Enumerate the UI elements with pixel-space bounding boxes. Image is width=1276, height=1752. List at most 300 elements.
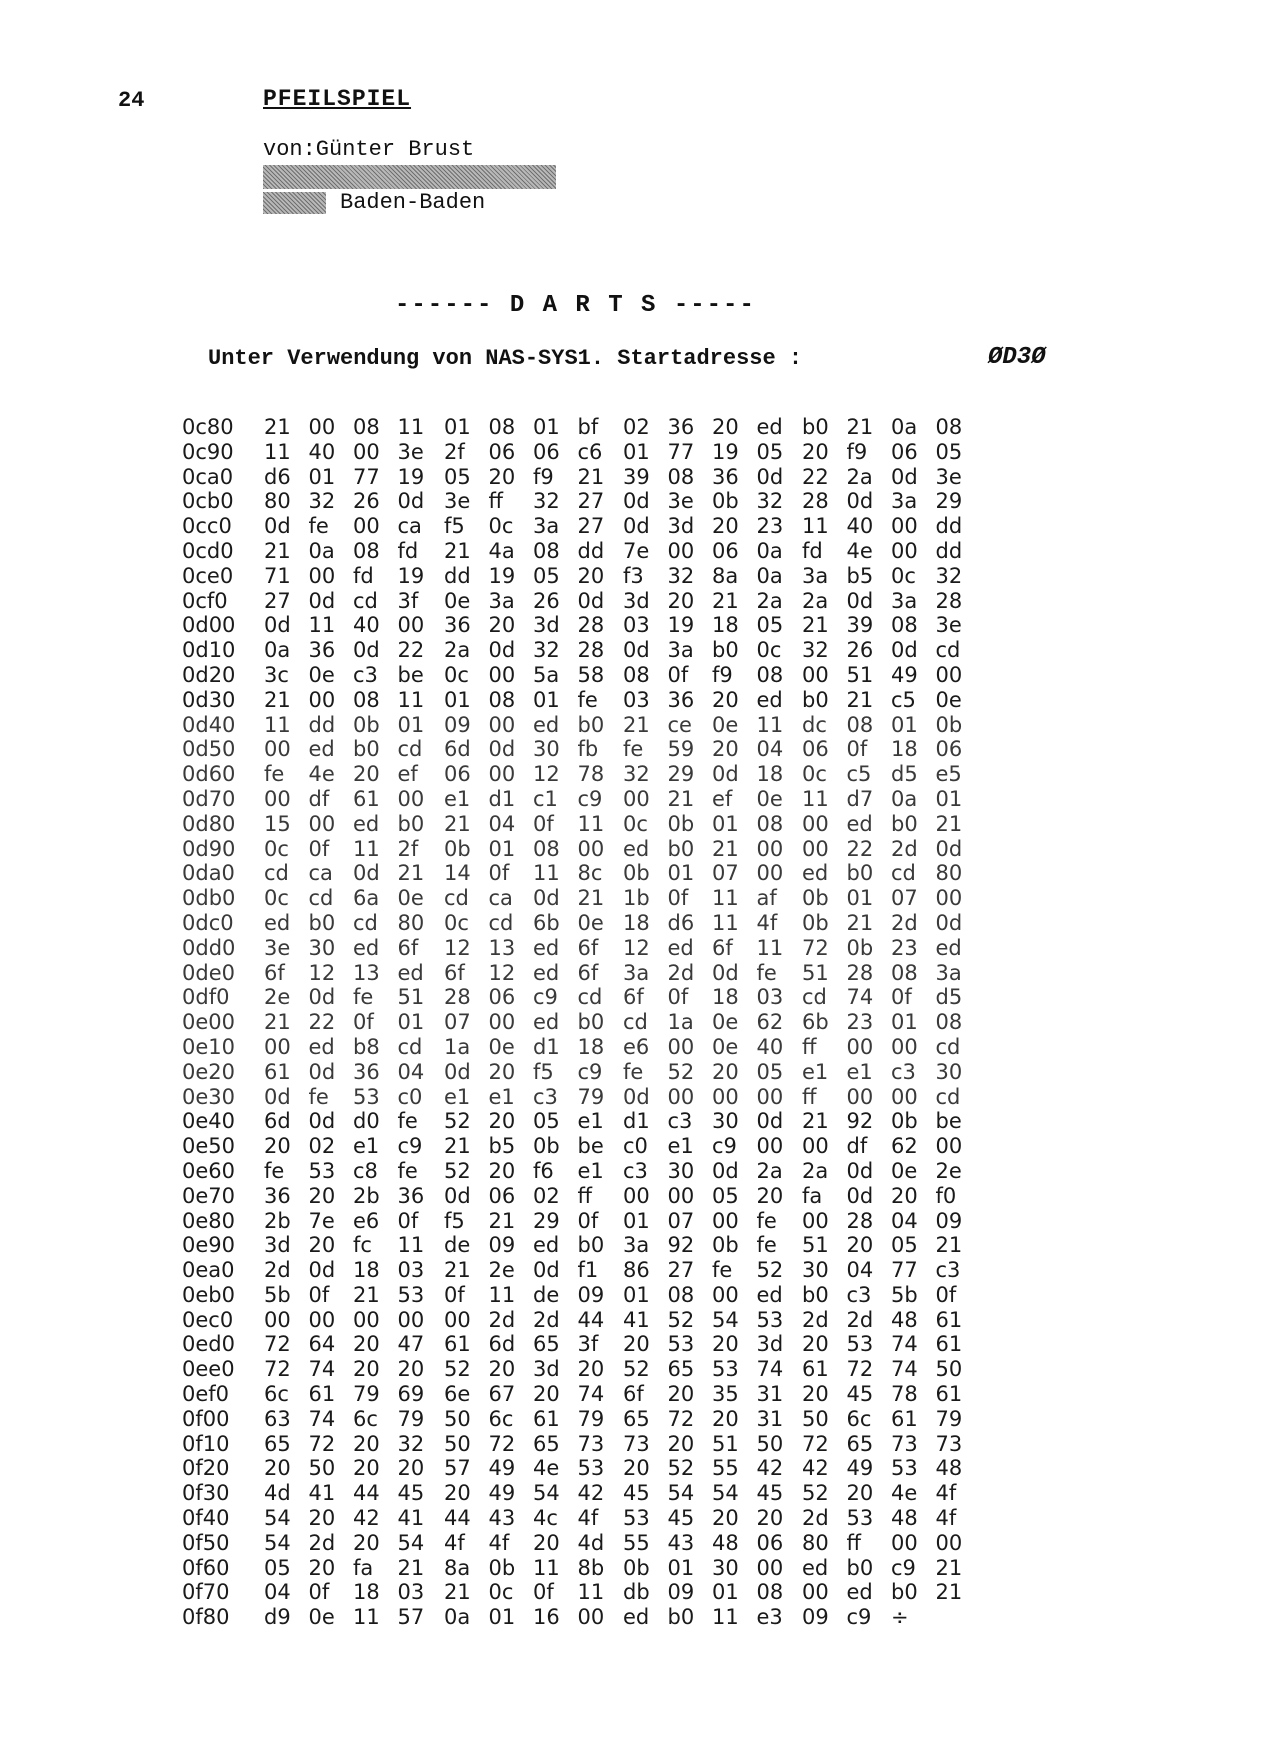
hex-byte: 20 (397, 1357, 425, 1382)
hex-byte: ed (935, 935, 962, 960)
hex-row (182, 1035, 1062, 1060)
hex-byte: 61 (353, 786, 380, 811)
hex-byte: 20 (308, 1183, 336, 1208)
hex-byte: 00 (308, 1307, 336, 1332)
hex-row-address: 0d60 (182, 762, 236, 787)
hex-byte: 20 (802, 439, 829, 464)
hex-byte: 4f (444, 1530, 465, 1555)
hex-byte: 0d (756, 464, 784, 489)
hex-byte: f9 (846, 439, 868, 464)
hex-byte: 00 (623, 786, 650, 811)
hex-row-address: 0f60 (182, 1555, 230, 1580)
hex-row-address: 0f00 (182, 1406, 230, 1431)
hex-byte: 21 (264, 1010, 291, 1035)
hex-row (182, 886, 1062, 911)
hex-row (182, 1134, 1062, 1159)
hex-byte: 72 (802, 1431, 829, 1456)
hex-byte: 80 (935, 861, 963, 886)
hex-byte: 65 (846, 1431, 874, 1456)
hex-row (182, 1233, 1062, 1258)
hex-byte: 2f (444, 439, 465, 464)
hex-byte: 0d (935, 836, 963, 861)
hex-row-address: 0e50 (182, 1134, 236, 1159)
hex-byte: 42 (802, 1456, 829, 1481)
hex-byte: 05 (756, 1059, 784, 1084)
hex-byte: 20 (308, 1555, 336, 1580)
hex-byte: 29 (935, 489, 963, 514)
hex-byte: 01 (712, 1580, 739, 1605)
hex-byte: 6d (488, 1332, 516, 1357)
program-title: ------ D A R T S ----- (395, 292, 756, 319)
hex-byte: 27 (264, 588, 291, 613)
hex-byte: 36 (353, 1059, 380, 1084)
hex-byte: 00 (488, 712, 516, 737)
hex-byte: 74 (308, 1406, 336, 1431)
hex-row-address: 0e80 (182, 1208, 236, 1233)
hex-row (182, 787, 1062, 812)
hex-byte: de (533, 1282, 560, 1307)
hex-byte: 52 (444, 1109, 471, 1134)
hex-byte: 78 (577, 762, 605, 787)
hex-byte: c9 (577, 1059, 603, 1084)
hex-byte: 04 (397, 1059, 425, 1084)
hex-byte: 6f (623, 1382, 644, 1407)
hex-byte: 28 (935, 588, 963, 613)
hex-byte: 62 (756, 1010, 784, 1035)
hex-byte: 18 (577, 1034, 605, 1059)
hex-byte: c5 (846, 762, 872, 787)
hex-byte: 2b (353, 1183, 380, 1208)
hex-byte: 18 (712, 985, 739, 1010)
hex-byte: 21 (802, 613, 829, 638)
hex-row-address: 0cd0 (182, 538, 234, 563)
hex-byte: 2e (935, 1158, 962, 1183)
hex-byte: 20 (488, 613, 516, 638)
hex-byte: 01 (444, 415, 471, 439)
hex-byte: 01 (891, 712, 918, 737)
hex-byte: d5 (935, 985, 963, 1010)
hex-byte: 0b (353, 712, 380, 737)
hex-byte: 20 (353, 762, 380, 787)
hex-byte: 20 (712, 1406, 739, 1431)
hex-byte: 20 (488, 464, 516, 489)
hex-byte: 79 (577, 1084, 605, 1109)
hex-row-address: 0d80 (182, 811, 236, 836)
hex-byte: 57 (444, 1456, 471, 1481)
hex-row-address: 0d00 (182, 613, 236, 638)
hex-byte: 73 (623, 1431, 650, 1456)
hex-byte: 27 (667, 1258, 695, 1283)
hex-byte: 07 (712, 861, 739, 886)
hex-byte: 18 (623, 910, 650, 935)
hex-byte: 08 (667, 464, 695, 489)
hex-byte: d1 (623, 1109, 650, 1134)
hex-row (182, 1085, 1062, 1110)
hex-byte: 0f (308, 1580, 330, 1605)
hex-row-address: 0f10 (182, 1431, 230, 1456)
hex-byte: 00 (712, 1282, 739, 1307)
hex-byte: 20 (488, 1158, 516, 1183)
hex-byte: 3d (623, 588, 650, 613)
hex-byte: fe (397, 1109, 418, 1134)
hex-byte: 22 (308, 1010, 336, 1035)
hex-byte: 79 (353, 1382, 380, 1407)
hex-byte: 11 (533, 1555, 560, 1580)
hex-byte: 52 (756, 1258, 784, 1283)
hex-byte: 21 (444, 1134, 471, 1159)
hex-row (182, 638, 1062, 663)
hex-byte: ff (488, 489, 503, 514)
hex-byte: 03 (623, 687, 650, 712)
hex-byte: 2e (264, 985, 291, 1010)
hex-byte: cd (802, 985, 827, 1010)
hex-byte: 0f (488, 861, 510, 886)
hex-byte: 0d (623, 638, 650, 663)
hex-row (182, 961, 1062, 986)
hex-byte: 0a (308, 538, 335, 563)
hex-byte: 05 (533, 1109, 560, 1134)
hex-byte: 20 (488, 1059, 516, 1084)
hex-byte: 53 (846, 1506, 874, 1531)
hex-byte: 00 (397, 786, 425, 811)
hex-byte: d1 (533, 1034, 560, 1059)
hex-byte: 4c (533, 1506, 558, 1531)
hex-byte: 20 (802, 1382, 829, 1407)
hex-byte: e1 (846, 1059, 873, 1084)
hex-byte: 08 (533, 538, 560, 563)
hex-byte: 42 (353, 1506, 380, 1531)
hex-byte: 09 (488, 1233, 516, 1258)
hex-byte: 19 (667, 613, 695, 638)
hex-byte: 23 (756, 514, 784, 539)
hex-byte: 05 (756, 613, 784, 638)
hex-row (182, 1308, 1062, 1333)
hex-row (182, 1432, 1062, 1457)
hex-byte: 52 (444, 1158, 471, 1183)
hex-row (182, 1382, 1062, 1407)
hex-byte: 41 (308, 1481, 336, 1506)
hex-byte: b0 (577, 712, 605, 737)
hex-byte: 0e (577, 910, 604, 935)
hex-byte: 61 (264, 1059, 291, 1084)
hex-byte: ed (623, 1605, 650, 1630)
hex-byte: b5 (846, 563, 874, 588)
hex-byte: 20 (712, 1059, 739, 1084)
hex-byte: 55 (623, 1530, 650, 1555)
hex-byte: 0c (444, 910, 469, 935)
hex-row (182, 713, 1062, 738)
hex-byte: b0 (802, 687, 829, 712)
hex-byte: 0d (846, 1158, 874, 1183)
hex-byte: fb (577, 737, 599, 762)
hex-byte: 6f (444, 960, 465, 985)
hex-byte: 0b (802, 910, 829, 935)
hex-byte: 6b (802, 1010, 829, 1035)
hex-byte: 0d (935, 910, 963, 935)
hex-row-address: 0e00 (182, 1010, 236, 1035)
hex-byte: 64 (308, 1332, 336, 1357)
hex-byte: 61 (533, 1406, 560, 1431)
hex-byte: ed (846, 811, 873, 836)
hex-byte: 18 (712, 613, 739, 638)
hex-byte: 7e (308, 1208, 335, 1233)
hex-byte: cd (353, 588, 378, 613)
hex-row-address: 0ec0 (182, 1307, 234, 1332)
hex-row-address: 0c80 (182, 415, 234, 439)
hex-byte: ef (397, 762, 418, 787)
hex-byte: cd (577, 985, 603, 1010)
hex-byte: 20 (712, 737, 739, 762)
hex-row (182, 1109, 1062, 1134)
hex-byte: 12 (308, 960, 336, 985)
hex-byte: 06 (488, 985, 516, 1010)
hex-byte: 61 (935, 1332, 963, 1357)
hex-byte: 21 (667, 786, 695, 811)
hex-byte: 01 (308, 464, 336, 489)
hex-byte: 45 (667, 1506, 695, 1531)
hex-byte: ce (667, 712, 692, 737)
hex-row-address: 0d30 (182, 687, 236, 712)
hex-byte: 32 (533, 489, 560, 514)
hex-row (182, 1531, 1062, 1556)
hex-byte: 53 (308, 1158, 336, 1183)
hex-byte: 18 (891, 737, 918, 762)
hex-byte: d0 (353, 1109, 380, 1134)
hex-byte: 18 (353, 1580, 380, 1605)
hex-byte: 21 (712, 588, 739, 613)
hex-byte: d5 (891, 762, 918, 787)
hex-byte: 00 (488, 762, 516, 787)
hex-byte: 06 (488, 1183, 516, 1208)
hex-byte: 48 (935, 1456, 963, 1481)
hex-byte: 28 (577, 638, 605, 663)
hex-byte: 04 (756, 737, 784, 762)
hex-byte: 20 (667, 588, 695, 613)
hex-byte: d1 (488, 786, 516, 811)
hex-byte: 00 (667, 1084, 695, 1109)
hex-byte: 21 (846, 687, 874, 712)
hex-byte: 0f (444, 1282, 465, 1307)
hex-byte: e5 (935, 762, 962, 787)
hex-byte: 0d (308, 1258, 336, 1283)
hex-byte: f5 (533, 1059, 554, 1084)
hex-byte: 5b (264, 1282, 291, 1307)
hex-byte: c9 (846, 1605, 872, 1630)
hex-byte: 20 (397, 1456, 425, 1481)
hex-byte: 22 (846, 836, 874, 861)
hex-byte: 00 (308, 563, 336, 588)
hex-byte: 00 (891, 514, 918, 539)
hex-byte: 0b (533, 1134, 560, 1159)
hex-byte: e1 (444, 1084, 471, 1109)
hex-byte: fe (264, 762, 285, 787)
hex-byte: 1a (667, 1010, 694, 1035)
hex-byte: 19 (397, 563, 425, 588)
hex-byte: e1 (444, 786, 471, 811)
hex-byte: 23 (891, 935, 918, 960)
hex-byte: 06 (712, 538, 739, 563)
hex-byte: 00 (756, 1134, 784, 1159)
hex-byte: 0c (891, 563, 916, 588)
hex-byte: 74 (308, 1357, 336, 1382)
hex-byte: 04 (264, 1580, 291, 1605)
hex-byte: 79 (935, 1406, 963, 1431)
hex-byte: 55 (712, 1456, 739, 1481)
hex-byte: 53 (667, 1332, 695, 1357)
hex-byte: 05 (935, 439, 963, 464)
hex-byte: 52 (667, 1059, 695, 1084)
hex-row-address: 0ed0 (182, 1332, 235, 1357)
hex-byte: 08 (533, 836, 560, 861)
hex-byte: 21 (444, 538, 471, 563)
hex-byte: fe (756, 1208, 777, 1233)
hex-byte: 0d (756, 1109, 784, 1134)
hex-byte: 39 (623, 464, 650, 489)
hex-byte: 19 (488, 563, 516, 588)
hex-byte: 54 (667, 1481, 695, 1506)
hex-byte: 63 (264, 1406, 291, 1431)
hex-byte: 32 (756, 489, 784, 514)
hex-byte: b8 (353, 1034, 380, 1059)
hex-byte: 72 (846, 1357, 874, 1382)
hex-byte: 3a (623, 960, 650, 985)
hex-byte: fe (756, 960, 777, 985)
hex-byte: e1 (577, 1109, 604, 1134)
hex-byte: 67 (488, 1382, 516, 1407)
hex-byte: 65 (533, 1332, 560, 1357)
hex-byte: 00 (935, 1134, 963, 1159)
hex-byte: ed (533, 712, 560, 737)
hex-byte: 3a (623, 1233, 650, 1258)
hex-byte: 21 (935, 811, 963, 836)
hex-byte: 77 (891, 1258, 918, 1283)
hex-byte: ff (802, 1034, 817, 1059)
hex-byte: 20 (488, 1357, 516, 1382)
hex-byte: 21 (623, 712, 650, 737)
hex-row-address: 0d70 (182, 786, 236, 811)
hex-byte: 20 (577, 1357, 605, 1382)
hex-byte: 0a (756, 563, 783, 588)
hex-byte: 06 (533, 439, 560, 464)
hex-byte: 72 (488, 1431, 516, 1456)
hex-byte: 01 (667, 861, 695, 886)
hex-byte: 11 (577, 1580, 605, 1605)
hex-byte: b0 (577, 1010, 605, 1035)
hex-byte: 09 (444, 712, 471, 737)
hex-byte: 01 (623, 1208, 650, 1233)
hex-row-address: 0e20 (182, 1059, 236, 1084)
hex-byte: 00 (802, 1134, 829, 1159)
hex-byte: 12 (488, 960, 516, 985)
hex-byte: 49 (488, 1481, 516, 1506)
hex-byte: 0c (488, 514, 514, 539)
hex-byte: 2a (756, 1158, 783, 1183)
hex-byte: 21 (802, 1109, 829, 1134)
hex-byte: 53 (577, 1456, 605, 1481)
hex-byte: 72 (308, 1431, 336, 1456)
hex-byte: 00 (891, 1084, 918, 1109)
hex-byte: b0 (712, 638, 739, 663)
hex-byte: 0f (533, 1580, 554, 1605)
hex-byte: 00 (891, 1530, 918, 1555)
hex-byte: 40 (353, 613, 380, 638)
hex-byte: 21 (935, 1580, 963, 1605)
hex-byte: 86 (623, 1258, 650, 1283)
hex-byte: 20 (712, 687, 739, 712)
hex-byte: 08 (891, 960, 918, 985)
hex-byte: 12 (444, 935, 471, 960)
hex-byte: 3e (397, 439, 424, 464)
hex-row (182, 663, 1062, 688)
hex-byte: 0d (308, 985, 336, 1010)
hex-byte: d6 (264, 464, 291, 489)
hex-byte: 11 (802, 786, 829, 811)
hex-byte: 48 (891, 1307, 918, 1332)
hex-row (182, 1209, 1062, 1234)
hex-byte: 2d (488, 1307, 516, 1332)
hex-byte: cd (308, 886, 334, 911)
hex-byte: 32 (533, 638, 560, 663)
hex-byte: 53 (846, 1332, 874, 1357)
hex-byte: 08 (353, 538, 380, 563)
hex-byte: ff (846, 1530, 861, 1555)
hex-byte: 54 (264, 1530, 291, 1555)
hex-byte: 20 (846, 1233, 874, 1258)
hex-byte: 00 (667, 1183, 695, 1208)
hex-byte: 06 (756, 1530, 784, 1555)
hex-byte: 0d (353, 638, 380, 663)
hex-byte: fe (264, 1158, 285, 1183)
hex-byte: 30 (712, 1109, 739, 1134)
hex-byte: 11 (802, 514, 829, 539)
hex-byte: 6a (353, 886, 380, 911)
hex-row (182, 1556, 1062, 1581)
hex-byte: 71 (264, 563, 291, 588)
hex-byte: 2a (846, 464, 873, 489)
hex-byte: 73 (577, 1431, 605, 1456)
hex-row-address: 0cc0 (182, 514, 232, 539)
hex-byte: 0b (935, 712, 963, 737)
hex-byte: 3e (667, 489, 694, 514)
hex-byte: e6 (353, 1208, 380, 1233)
hex-byte: dd (935, 514, 963, 539)
hex-byte: 0a (264, 638, 291, 663)
hex-row (182, 440, 1062, 465)
hex-byte: e1 (353, 1134, 380, 1159)
hex-byte: 58 (577, 662, 605, 687)
hex-byte: 2d (802, 1506, 829, 1531)
hex-byte: 20 (353, 1431, 380, 1456)
hex-byte: 74 (846, 985, 874, 1010)
hex-byte: 20 (756, 1506, 784, 1531)
hex-byte: 08 (488, 415, 516, 439)
hex-byte: 29 (667, 762, 695, 787)
hex-row (182, 1010, 1062, 1035)
hex-byte: 07 (891, 886, 918, 911)
hex-byte: 20 (802, 1332, 829, 1357)
hex-byte: 44 (444, 1506, 471, 1531)
hex-byte: ca (488, 886, 513, 911)
hex-row-address: 0c90 (182, 439, 234, 464)
hex-byte: 21 (264, 538, 291, 563)
hex-byte: 0d (846, 489, 874, 514)
hex-byte: 6d (264, 1109, 291, 1134)
hex-byte: 00 (756, 861, 784, 886)
hex-byte: 00 (667, 1034, 695, 1059)
hex-row (182, 812, 1062, 837)
hex-byte: c9 (533, 985, 558, 1010)
hex-byte: 0f (846, 737, 868, 762)
